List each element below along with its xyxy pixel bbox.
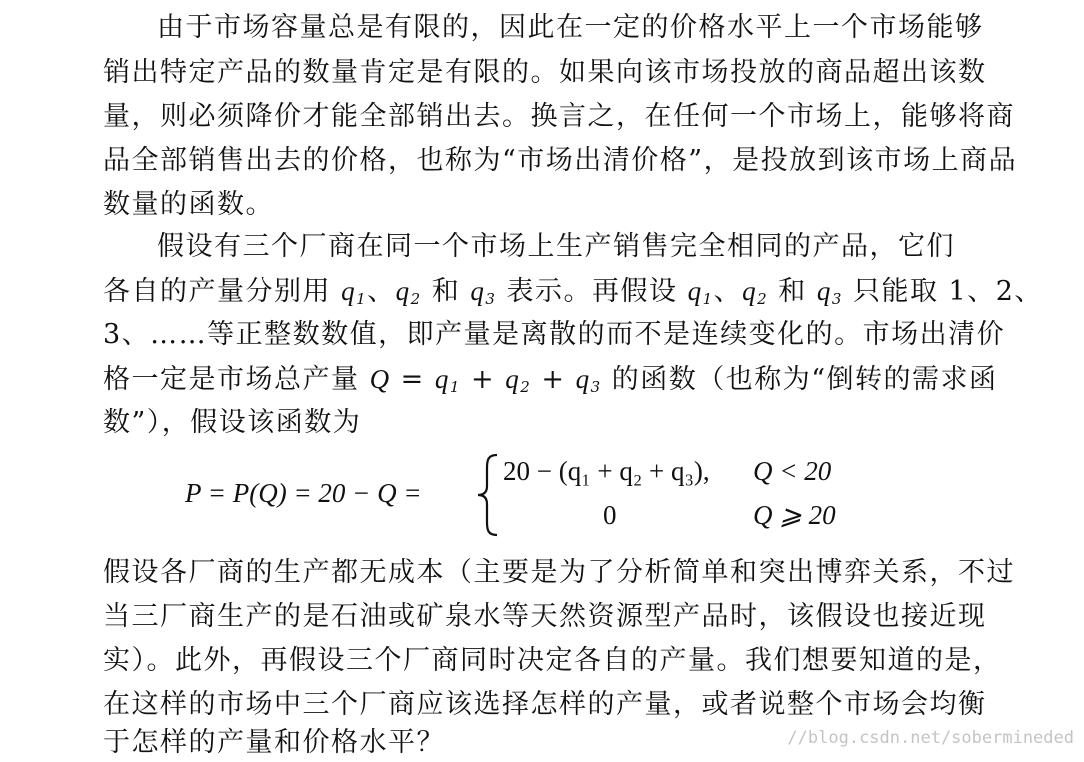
left-brace-icon	[475, 452, 501, 538]
var-q3: q	[816, 276, 832, 306]
and-text: 和	[768, 276, 817, 307]
sub-2: 2	[757, 290, 769, 308]
var-q2: q	[505, 364, 521, 394]
paragraph-1-line-1: 由于市场容量总是有限的，因此在一定的价格水平上一个市场能够	[157, 12, 984, 43]
p2-l2-text-pre: 各自的产量分别用	[103, 276, 342, 307]
paragraph-1-line-4: 品全部销售出去的价格，也称为“市场出清价格”，是投放到该市场上商品	[103, 145, 1018, 176]
paragraph-2-line-1: 假设有三个厂商在同一个市场上生产销售完全相同的产品，它们	[157, 231, 955, 262]
blog-watermark: //blog.csdn.net/sobermineded	[787, 728, 1074, 748]
paragraph-2-line-5: 数”），假设该函数为	[103, 407, 362, 438]
paragraph-3-line-1: 假设各厂商的生产都无成本（主要是为了分析简单和突出博弈关系，不过	[103, 557, 1015, 588]
and-text: 和	[421, 276, 471, 307]
sub-3: 3	[485, 290, 497, 308]
sub-1: 1	[702, 290, 714, 308]
var-q1: q	[341, 276, 357, 306]
sep: 、	[367, 276, 396, 307]
paragraph-1-line-2: 销出特定产品的数量肯定是有限的。如果向该市场投放的商品超出该数	[103, 57, 987, 88]
paragraph-1-line-3: 量，则必须降价才能全部销出去。换言之，在任何一个市场上，能够将商	[103, 101, 1015, 132]
var-q2: q	[742, 276, 758, 306]
p2-l2-text-post: 只能取 1、2、	[842, 276, 1043, 307]
case-2-expression: 0	[603, 500, 617, 530]
paragraph-3-line-3: 实）。此外，再假设三个厂商同时决定各自的产量。我们想要知道的是，	[103, 645, 1002, 676]
paragraph-1-line-5: 数量的函数。	[103, 189, 274, 220]
paragraph-3-line-4: 在这样的市场中三个厂商应该选择怎样的产量，或者说整个市场会均衡	[103, 689, 987, 720]
sub-2: 2	[410, 290, 422, 308]
sub-1: 1	[356, 290, 368, 308]
var-q1: q	[434, 364, 450, 394]
case-2-condition: Q ⩾ 20	[753, 500, 836, 530]
p2-l4-text-post: 的函数（也称为“倒转的需求函	[601, 364, 998, 395]
sep: 、	[713, 276, 743, 307]
var-q3: q	[470, 276, 486, 306]
paragraph-2-line-4	[103, 363, 998, 403]
case-1-condition: Q < 20	[753, 456, 832, 486]
paragraph-2-line-3: 3、……等正整数数值，即产量是离散的而不是连续变化的。市场出清价	[103, 319, 1006, 350]
p2-l4-text-pre: 格一定是市场总产量	[103, 364, 370, 395]
sub-3: 3	[831, 290, 843, 308]
var-q1: q	[687, 276, 703, 306]
price-function-formula	[185, 452, 905, 538]
var-Q: Q	[369, 364, 391, 394]
var-q2: q	[395, 276, 411, 306]
var-q3: q	[575, 364, 591, 394]
paragraph-3-line-2: 当三厂商生产的是石油或矿泉水等天然资源型产品时，该假设也接近现	[103, 601, 987, 632]
sub-1: 1	[449, 378, 461, 396]
paragraph-2-line-2	[103, 275, 1043, 315]
case-1-expression: 20 − (q₁ + q₂ + q₃),	[503, 456, 710, 486]
plus: +	[531, 364, 576, 395]
sub-2: 2	[520, 378, 532, 396]
sub-3: 3	[590, 378, 602, 396]
p2-l2-text-mid: 表示。再假设	[496, 276, 688, 307]
paragraph-3-line-5: 于怎样的产量和价格水平？	[103, 727, 445, 758]
plus: +	[460, 364, 506, 395]
equals: =	[390, 364, 435, 395]
formula-lhs: P = P(Q) = 20 − Q =	[185, 478, 422, 508]
